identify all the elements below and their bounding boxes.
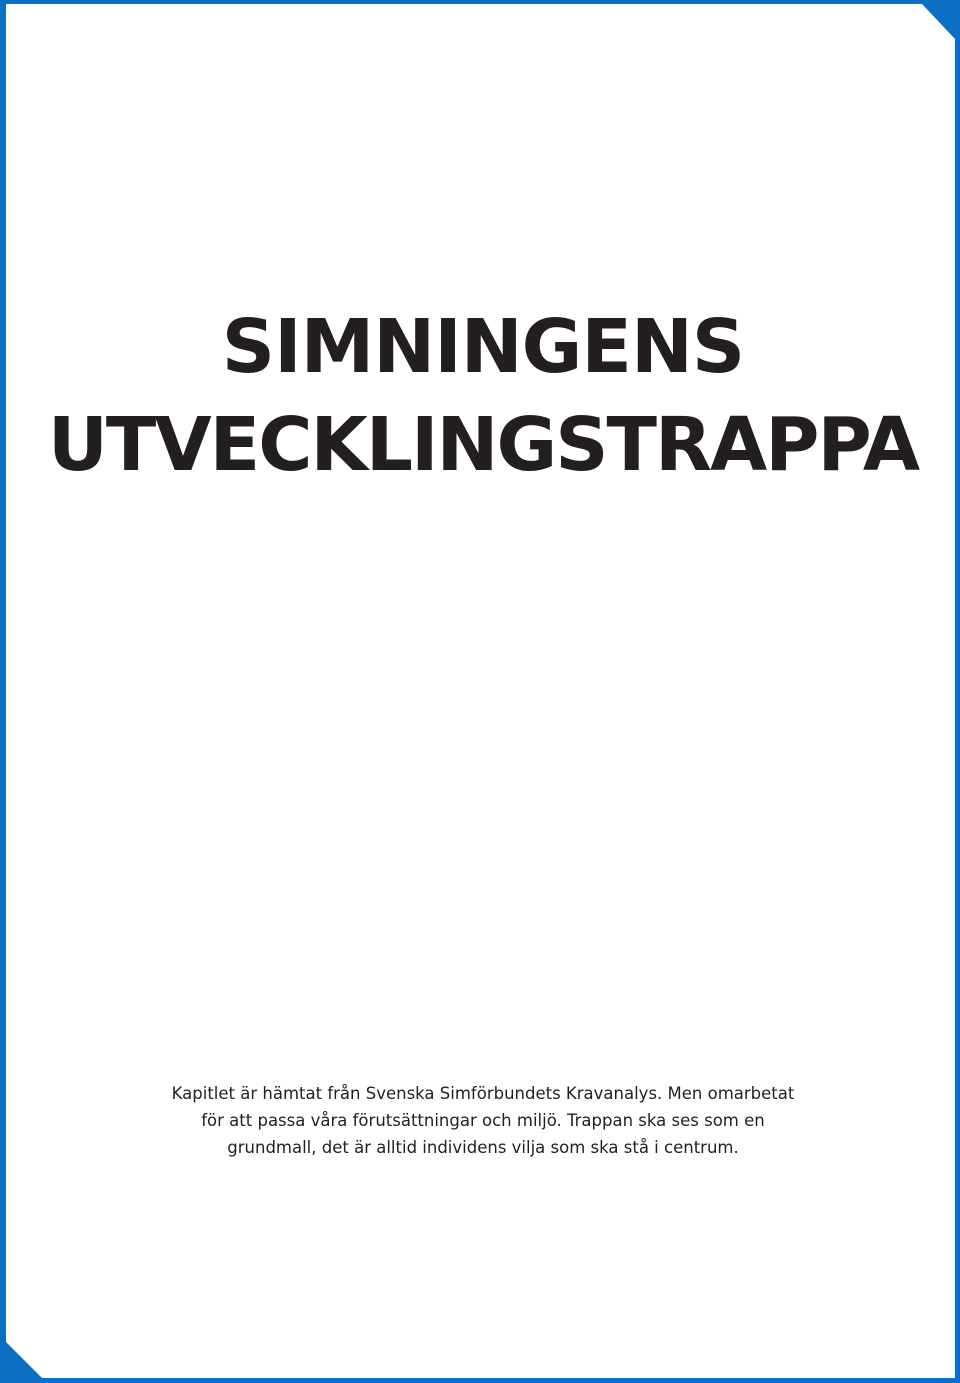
intro-paragraph [120, 1080, 846, 1161]
right-border [955, 36, 960, 1383]
left-border [0, 0, 6, 1383]
intro-line-1: Kapitlet är hämtat från Svenska Simförbundets Kravanalys. Men omarbetat [171, 1084, 795, 1103]
intro-line-2: för att passa våra förutsättningar och miljö. Trappan ska ses som en [201, 1111, 765, 1130]
page-title [0, 298, 960, 494]
intro-line-3: grundmall, det är alltid individens vilja som ska stå i centrum. [227, 1138, 739, 1157]
bottom-border [38, 1378, 960, 1383]
title-line-1: SIMNINGENS [221, 304, 745, 390]
top-right-corner [920, 0, 960, 40]
title-line-2: UTVECKLINGSTRAPPA [47, 402, 919, 488]
top-border [0, 0, 924, 4]
bottom-left-corner [0, 1342, 42, 1383]
